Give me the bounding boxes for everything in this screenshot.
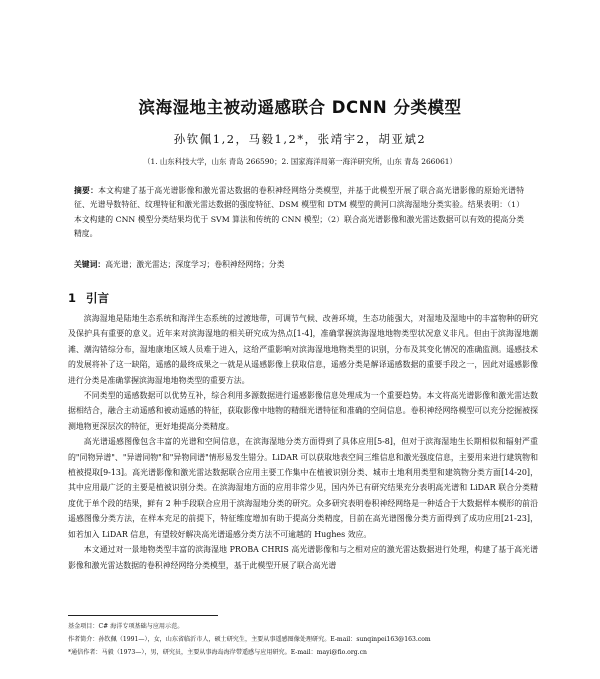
footnotes bbox=[68, 620, 548, 659]
paper-title: 滨海湿地主被动遥感联合 DCNN 分类模型 bbox=[138, 98, 462, 117]
keywords bbox=[74, 259, 524, 270]
abstract bbox=[74, 184, 524, 241]
author-list: 孙钦佩1,2，马毅1,2*，张靖宇2，胡亚斌2 bbox=[173, 132, 427, 146]
abstract-label: 摘要： bbox=[74, 186, 99, 195]
keywords-text: 高光谱；激光雷达；深度学习；卷积神经网络；分类 bbox=[105, 260, 285, 269]
affiliation: （1. 山东科技大学，山东 青岛 266590；2. 国家海洋局第一海洋研究所，山东 青岛 266061） bbox=[143, 157, 457, 166]
paragraph: 滨海湿地是陆地生态系统和海洋生态系统的过渡地带，可调节气候、改善环境，生态功能强大，对湿地及湿地中的丰富物种的研究及保护具有重要的意义。近年来对滨海湿地的相关研究成为热点[1-4]，准确掌握滨海湿地地物类型状况意义非凡。但由于滨海湿地潮滩、潮沟错综分布，湿地康地区域人员难于进入，这给严重影响对滨海湿地地物类型的识别，分布及其变化情况的准确监测。遥感技术的发展将补了这一缺陷，遥感的最终成果之一就是从遥感影像上获取信息，遥感分类是解译遥感数据的重要手段之一，因此对遥感影像进行分类是准确掌握滨海湿地地物类型的重要方法。 bbox=[68, 314, 538, 385]
section-title: 引言 bbox=[86, 291, 110, 305]
section-number: 1 bbox=[68, 291, 77, 305]
keywords-label: 关键词： bbox=[74, 260, 106, 269]
section-heading bbox=[68, 290, 109, 306]
footnote-funding: 基金项目：C# 海洋专项基础与应用示范。 bbox=[68, 623, 184, 630]
paragraph: 本文通过对一景地物类型丰富的滨海湿地 PROBA CHRIS 高光谱影像和与之相对应的激光雷达数据进行处理，构建了基于高光谱影像和激光雷达数据的卷积神经网络分类模型，基于此模型开展了联合高光谱 bbox=[68, 545, 538, 570]
footnote-corresponding: *通信作者：马毅（1973—），男，研究员，主要从事海岛海岸带遥感与应用研究。E-mail：mayi@fio.org.cn bbox=[68, 649, 367, 656]
footnote-author-bio: 作者简介：孙钦佩（1991—），女，山东省临沂市人，硕士研究生，主要从事遥感图像处理研究。E-mail：sunqinpei163@163.com bbox=[68, 636, 431, 643]
paragraph: 高光谱遥感图像包含丰富的光谱和空间信息，在滨海湿地分类方面得到了具体应用[5-8]，但对于滨海湿地生长期相似和辐射严重的"同物异谱"、"异谱同物"和"异物同谱"情形易发生错分。LiDAR 可以获取地表空间三维信息和激光强度信息，主要用来进行建筑物和植被提取[9-13]。高光谱影像和激光雷达数据联合应用主要工作集中在植被识别分类、城市土地利用类型和建筑物分类方面[14-20]，其中应用最广泛的主要是植被识别分类。在滨海湿地方面的应用非常少见，国内外已有研究结果充分表明高光谱和 LiDAR 联合分类精度优于单个段的结果，鲜有 2 种手段联合应用于滨海湿地分类的研究。众多研究表明卷积神经网络是一种适合于大数据样本模形的前沿遥感图像分类方法，在样本充足的前提下，特征维度增加有助于提高分类精度，目前在高光谱图像分类方面得到了成功应用[21-23]，如若加入 LiDAR 信息，有望较好解决高光谱遥感分类方法不可逾越的 Hughes 效应。 bbox=[68, 437, 538, 539]
footnote-divider bbox=[68, 615, 218, 616]
abstract-text: 本文构建了基于高光谱影像和激光雷达数据的卷积神经网络分类模型，并基于此模型开展了联合高光谱影像的原始光谱特征、光谱导数特征、纹理特征和激光雷达数据的强度特征、DSM 模型和 DTM 模型的黄河口滨海湿地分类实验。结果表明：（1）本文构建的 CNN 模型分类结果均优于 SVM 算法和传统的 CNN 模型；（2）联合高光谱影像和激光雷达数据可以有效的提高分类精度。 bbox=[74, 186, 524, 238]
paragraph: 不同类型的遥感数据可以优势互补，综合利用多源数据进行遥感影像信息处理成为一个重要趋势。本文将高光谱影像和激光雷达数据相结合，融合主动遥感和被动遥感的特征，获取影像中地物的精细光谱特征和准确的空间信息。卷积神经网络模型可以充分挖掘被探测地物更深层次的特征，更好地提高分类精度。 bbox=[68, 391, 538, 431]
body-text bbox=[68, 311, 538, 573]
